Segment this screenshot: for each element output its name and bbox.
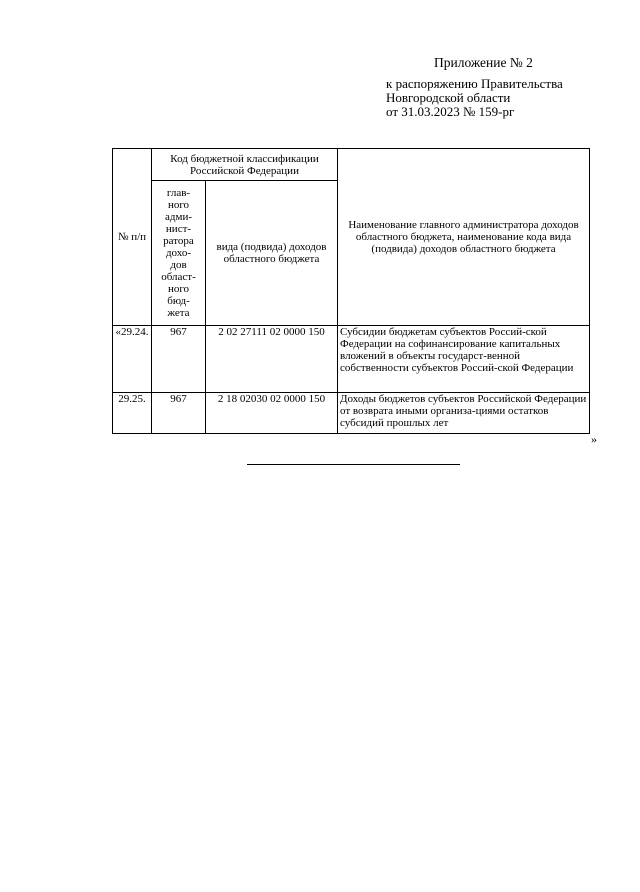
row-name: Субсидии бюджетам субъектов Россий-ской Федерации на софинансирование капитальных вложений в объекты государст-венной собственности субъектов Россий-ской Федерации xyxy=(338,326,590,393)
column-group-header-classification: Код бюджетной классификации Российской Федерации xyxy=(152,149,338,181)
budget-classification-table xyxy=(112,148,590,434)
administrator-header-text xyxy=(154,187,203,319)
administrator-header-line: ного xyxy=(167,283,190,295)
administrator-header-line: дов xyxy=(170,259,187,271)
table-row xyxy=(113,393,590,434)
document-header xyxy=(386,56,626,119)
administrator-header-line: адми- xyxy=(165,211,192,223)
closing-quote: » xyxy=(591,432,597,446)
administrator-header-line: област- xyxy=(161,271,196,283)
appendix-title: Приложение № 2 xyxy=(434,55,533,70)
column-header-administrator xyxy=(152,181,206,326)
row-name: Доходы бюджетов субъектов Российской Федерации от возврата иными организа-циями остатков субсидий прошлых лет xyxy=(338,393,590,434)
column-header-revenue-code: вида (подвида) доходов областного бюджета xyxy=(206,181,338,326)
administrator-header-line: ратора xyxy=(163,235,194,247)
row-number: 29.25. xyxy=(113,393,152,434)
administrator-header-line: ного xyxy=(167,199,190,211)
header-line-3: от 31.03.2023 № 159-рг xyxy=(386,104,515,119)
column-header-number: № п/п xyxy=(113,149,152,326)
administrator-header-line: нист- xyxy=(165,223,192,235)
row-administrator-code: 967 xyxy=(152,326,206,393)
row-revenue-code: 2 02 27111 02 0000 150 xyxy=(206,326,338,393)
column-header-name: Наименование главного администратора доходов областного бюджета, наименование кода вида (подвида) доходов областного бюджета xyxy=(338,149,590,326)
table-row xyxy=(113,326,590,393)
row-administrator-code: 967 xyxy=(152,393,206,434)
footer-divider xyxy=(247,464,460,465)
header-line-1: к распоряжению Правительства xyxy=(386,76,563,91)
administrator-header-line: жета xyxy=(167,307,190,319)
administrator-header-line: бюд- xyxy=(167,295,190,307)
row-number: «29.24. xyxy=(113,326,152,393)
administrator-header-line: глав- xyxy=(166,187,191,199)
header-line-2: Новгородской области xyxy=(386,90,511,105)
administrator-header-line: дохо- xyxy=(165,247,192,259)
row-revenue-code: 2 18 02030 02 0000 150 xyxy=(206,393,338,434)
